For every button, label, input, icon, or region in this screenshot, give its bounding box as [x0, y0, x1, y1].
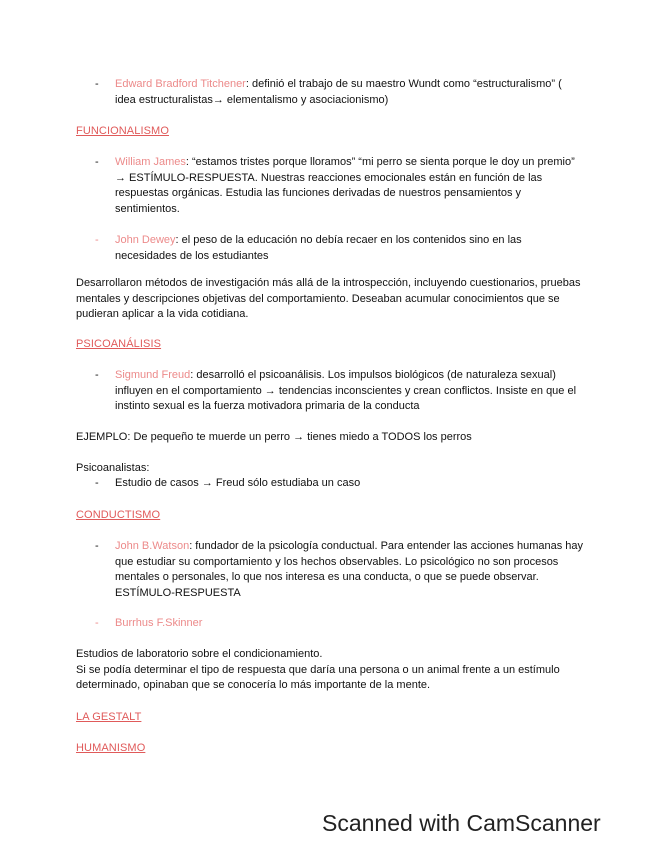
- author-name-watson: John B.Watson: [115, 540, 190, 552]
- camscanner-watermark: Scanned with CamScanner: [322, 810, 601, 836]
- paragraph-funcionalismo-methods: Desarrollaron métodos de investigación más allá de la introspección, incluyendo cuestionarios, pruebas mentales y descripciones objetivas del comportamiento. Deseaban acumular conocimientos que se pudieran aplicar a la vida cotidiana.: [76, 277, 581, 320]
- list-item-james: [115, 155, 585, 217]
- description-titchener: : definió el trabajo de su maestro Wundt como “estructuralismo” ( idea estructuralistas→ elementalismo y asociacionismo): [115, 78, 562, 106]
- list-item-freud: [115, 368, 585, 415]
- paragraph-laboratorio: [76, 647, 586, 694]
- laboratorio-line-2: Si se podía determinar el tipo de respuesta que daría una persona o un animal frente a un estímulo determinado, opinaban que se conocería lo más importante de la mente.: [76, 663, 560, 691]
- laboratorio-line-1: Estudios de laboratorio sobre el condicionamiento.: [76, 648, 323, 660]
- bullet-dash: -: [95, 369, 99, 381]
- bullet-dash: -: [95, 156, 99, 168]
- list-item-titchener: [115, 77, 585, 108]
- bullet-dash: -: [95, 78, 99, 90]
- list-item-estudio-casos: Estudio de casos → Freud sólo estudiaba un caso: [115, 477, 361, 489]
- author-name-james: William James: [115, 156, 186, 168]
- heading-funcionalismo: FUNCIONALISMO: [76, 125, 169, 137]
- bullet-dash: -: [95, 477, 99, 489]
- label-psicoanalistas: Psicoanalistas:: [76, 462, 150, 474]
- heading-gestalt: LA GESTALT: [76, 711, 142, 723]
- heading-conductismo: CONDUCTISMO: [76, 509, 161, 521]
- paragraph-ejemplo: EJEMPLO: De pequeño te muerde un perro → tienes miedo a TODOS los perros: [76, 431, 472, 443]
- description-freud: : desarrolló el psicoanálisis. Los impulsos biológicos (de naturaleza sexual) influyen en el comportamiento → tendencias inconscientes y crean conflictos. Insiste en que el instinto sexual es la fuerza motivadora primaria de la conducta: [115, 369, 577, 412]
- author-name-titchener: Edward Bradford Titchener: [115, 78, 246, 90]
- description-watson: : fundador de la psicología conductual. Para entender las acciones humanas hay que estudiar su comportamiento y los hechos observables. Lo psicológico no son procesos mentales o personales, lo que nos interesa es una conducta, o que se puede observar. ESTÍMULO-RESPUESTA: [115, 540, 584, 599]
- description-james: : “estamos tristes porque lloramos” “mi perro se sienta porque le doy un premio” → ESTÍMULO-RESPUESTA. Nuestras reacciones emocionales están en función de las respuestas orgánicas. Estudia las funciones derivadas de nuestros pensamientos y sentimientos.: [115, 156, 575, 215]
- description-dewey: : el peso de la educación no debía recaer en los contenidos sino en las necesidades de los estudiantes: [115, 234, 522, 262]
- list-item-dewey: [115, 233, 585, 264]
- bullet-dash: -: [95, 540, 99, 552]
- author-name-freud: Sigmund Freud: [115, 369, 191, 381]
- list-item-watson: [115, 539, 585, 601]
- list-item-skinner: [115, 616, 585, 632]
- bullet-dash: -: [95, 617, 99, 629]
- author-name-skinner: Burrhus F.Skinner: [115, 617, 203, 629]
- bullet-dash: -: [95, 234, 99, 246]
- heading-psicoanalisis: PSICOANÁLISIS: [76, 338, 162, 350]
- author-name-dewey: John Dewey: [115, 234, 176, 246]
- heading-humanismo: HUMANISMO: [76, 742, 146, 754]
